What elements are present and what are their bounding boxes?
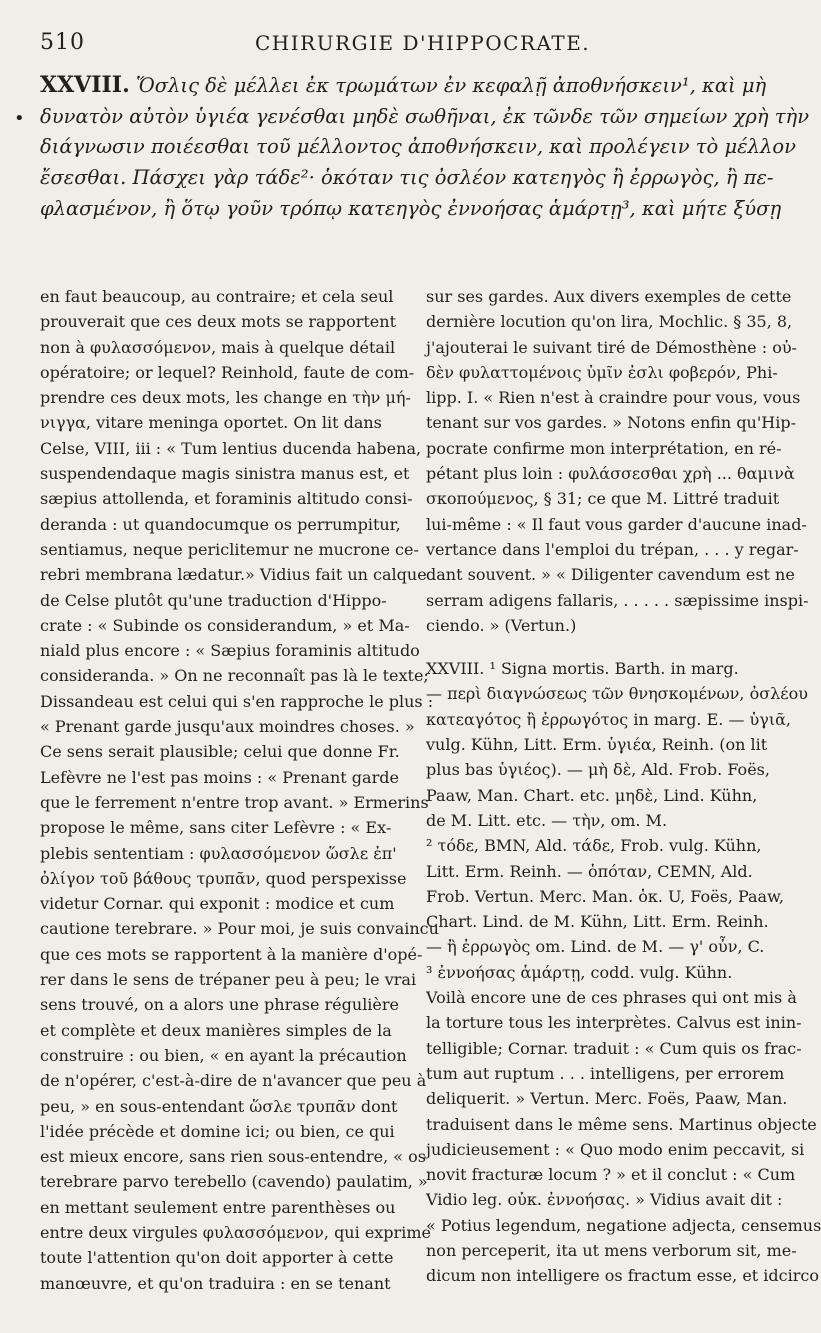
greek-line-text: Ὅσλις δὲ μέλλει ἐκ τρωμάτων ἐν κεφαλῇ ἀποθνήσκειν¹, καὶ μὴ xyxy=(135,74,767,97)
right-commentary-text xyxy=(426,284,809,638)
commentary-line: sur ses gardes. Aux divers exemples de cette xyxy=(426,287,792,306)
footnote-line: Litt. Erm. Reinh. — ὁπόταν, CEMN, Ald. xyxy=(426,861,753,881)
footnote-line: novit fracturæ locum ? » et il conclut : « Cum xyxy=(426,1165,796,1185)
commentary-line: videtur Cornar. qui exponit : modice et cum xyxy=(40,894,395,914)
left-commentary-column xyxy=(40,284,439,1296)
footnote-line: ³ ἐννοήσας ἁμάρτῃ, codd. vulg. Kühn. xyxy=(426,962,733,982)
commentary-line: tenant sur vos gardes. » Notons enfin qu'Hip- xyxy=(426,413,796,433)
footnote-line: « Potius legendum, negatione adjecta, censemus xyxy=(426,1215,821,1235)
commentary-line: de Celse plutôt qu'une traduction d'Hippo- xyxy=(40,590,387,610)
commentary-line: suspendendaque magis sinistra manus est, et xyxy=(40,464,410,484)
footnote-line: Vidio leg. οὐκ. ἐννοήσας. » Vidius avait dit : xyxy=(426,1190,783,1210)
footnote-line: la torture tous les interprètes. Calvus est inin- xyxy=(426,1013,802,1033)
commentary-line: Ce sens serait plausible; celui que donne Fr. xyxy=(40,742,400,762)
footnote-line: vulg. Kühn, Litt. Erm. ὑγιέα, Reinh. (on lit xyxy=(426,735,768,755)
commentary-line: plebis sententiam : φυλασσόμενον ὥσλε ἐπ' xyxy=(40,843,397,863)
commentary-line: niald plus encore : « Sæpius foraminis altitudo xyxy=(40,641,420,661)
commentary-line: non à φυλασσόμενον, mais à quelque détail xyxy=(40,337,396,357)
commentary-line: terebrare parvo terebello (cavendo) paulatim, » xyxy=(40,1172,428,1192)
footnote-line: tum aut ruptum . . . intelligens, per errorem xyxy=(426,1063,785,1083)
commentary-line: lipp. I. « Rien n'est à craindre pour vous, vous xyxy=(426,388,801,408)
greek-line xyxy=(40,70,770,102)
commentary-line: νιγγα, vitare meninga oportet. On lit dans xyxy=(40,413,382,433)
commentary-line: construire : ou bien, « en ayant la précaution xyxy=(40,1045,407,1065)
commentary-line: l'idée précède et domine ici; ou bien, ce qui xyxy=(40,1121,395,1141)
commentary-line: de n'opérer, c'est-à-dire de n'avancer que peu à xyxy=(40,1071,427,1091)
commentary-line: deranda : ut quandocumque os perrumpitur, xyxy=(40,514,401,534)
commentary-line: pocrate confirme mon interprétation, en ré- xyxy=(426,438,782,458)
commentary-line: « Prenant garde jusqu'aux moindres choses. » xyxy=(40,717,415,737)
commentary-line: sentiamus, neque periclitemur ne mucrone ce- xyxy=(40,539,419,559)
commentary-line: σκοπούμενος, § 31; ce que M. Littré traduit xyxy=(426,489,780,509)
footnote-line: XXVIII. ¹ Signa mortis. Barth. in marg. xyxy=(426,659,739,679)
footnote-line: ² τόδε, BMN, Ald. τάδε, Frob. vulg. Kühn, xyxy=(426,836,762,856)
commentary-line: consideranda. » On ne reconnaît pas là le texte; xyxy=(40,666,429,686)
commentary-line: sæpius attollenda, et foraminis altitudo consi- xyxy=(40,489,413,509)
commentary-line: ὀλίγον τοῦ βάθους τρυπᾶν, quod perspexisse xyxy=(40,868,407,888)
commentary-line: opératoire; or lequel? Reinhold, faute de com- xyxy=(40,362,415,382)
commentary-line: que le ferrement n'entre trop avant. » Ermerins xyxy=(40,792,429,812)
commentary-line: que ces mots se rapportent à la manière d'opé- xyxy=(40,944,423,964)
commentary-line: toute l'attention qu'on doit apporter à cette xyxy=(40,1248,394,1268)
page-number: 510 xyxy=(40,30,85,55)
footnote-line: Chart. Lind. de M. Kühn, Litt. Erm. Reinh. xyxy=(426,912,769,932)
commentary-line: vertance dans l'emploi du trépan, . . . y regar- xyxy=(426,539,799,559)
notes-gap xyxy=(426,638,766,656)
greek-line: δυνατὸν αὐτὸν ὑγιέα γενέσθαι μηδὲ σωθῆναι, ἐκ τῶνδε τῶν σημείων χρὴ τὴν xyxy=(40,104,810,128)
footnote-line: — ἢ ἐρρωγὸς om. Lind. de M. — γ' οὖν, C. xyxy=(426,937,765,957)
commentary-line: δὲν φυλαττομένοις ὑμῖν ἐσλι φοβερόν, Phi- xyxy=(426,362,778,382)
commentary-line: en faut beaucoup, au contraire; et cela seul xyxy=(40,287,394,306)
greek-line: διάγνωσιν ποιέεσθαι τοῦ μέλλοντος ἀποθνήσκειν, καὶ προλέγειν τὸ μέλλον xyxy=(40,135,796,159)
commentary-line: en mettant seulement entre parenthèses ou xyxy=(40,1197,396,1217)
footnote-line: dicum non intelligere os fractum esse, et idcirco xyxy=(426,1266,819,1286)
commentary-line: est mieux encore, sans rien sous-entendre, « os xyxy=(40,1147,426,1167)
commentary-line: Dissandeau est celui qui s'en rapproche le plus : xyxy=(40,691,434,711)
commentary-line: pétant plus loin : φυλάσσεσθαι χρὴ ... θαμινὰ xyxy=(426,464,795,484)
commentary-line: lui-même : « Il faut vous garder d'aucune inad- xyxy=(426,514,807,534)
commentary-line: serram adigens fallaris, . . . . . sæpissime inspi- xyxy=(426,590,809,610)
commentary-line: sens trouvé, on a alors une phrase régulière xyxy=(40,995,400,1015)
commentary-line: Lefèvre ne l'est pas moins : « Prenant garde xyxy=(40,767,399,787)
commentary-line: et complète et deux manières simples de la xyxy=(40,1020,392,1040)
section-number: XXVIII. xyxy=(40,72,130,98)
commentary-line: dant souvent. » « Diligenter cavendum est ne xyxy=(426,565,795,585)
greek-line: φλασμένον, ἢ ὅτῳ γοῦν τρόπῳ κατεηγὸς ἐννοήσας ἁμάρτῃ³, καὶ μήτε ξύσῃ xyxy=(40,196,782,220)
running-title: CHIRURGIE D'HIPPOCRATE. xyxy=(255,31,591,55)
commentary-line: crate : « Subinde os considerandum, » et Ma- xyxy=(40,615,410,635)
commentary-line: manœuvre, et qu'on traduira : en se tenant xyxy=(40,1273,391,1293)
footnote-line: Paaw, Man. Chart. etc. μηδὲ, Lind. Kühn, xyxy=(426,785,758,805)
commentary-line: Celse, VIII, iii : « Tum lentius ducenda habena, xyxy=(40,438,422,458)
commentary-line: prouverait que ces deux mots se rapportent xyxy=(40,312,396,332)
footnote-line: judicieusement : « Quo modo enim peccavit, si xyxy=(426,1139,805,1159)
margin-dot: • xyxy=(14,108,25,129)
commentary-line: j'ajouterai le suivant tiré de Démosthène : οὐ- xyxy=(426,337,797,357)
footnote-line: de M. Litt. etc. — τὴν, om. M. xyxy=(426,810,668,830)
commentary-line: rebri membrana lædatur.» Vidius fait un calque xyxy=(40,565,427,585)
commentary-line: ciendo. » (Vertun.) xyxy=(426,615,577,635)
footnote-line: non perceperit, ita ut mens verborum sit, me- xyxy=(426,1240,797,1260)
footnote-line: Voilà encore une de ces phrases qui ont mis à xyxy=(426,988,797,1008)
footnote-line: telligible; Cornar. traduit : « Cum quis os frac- xyxy=(426,1038,802,1058)
footnote-line: κατεαγότος ἢ ἐρρωγότος in marg. E. — ὑγιᾶ, xyxy=(426,709,791,729)
greek-text-block xyxy=(40,70,810,225)
commentary-line: cautione terebrare. » Pour moi, je suis convaincu xyxy=(40,919,439,939)
page-header xyxy=(40,30,770,60)
commentary-line: prendre ces deux mots, les change en τὴν μή- xyxy=(40,388,411,408)
right-commentary-column xyxy=(426,284,821,1289)
footnote-line: deliquerit. » Vertun. Merc. Foës, Paaw, Man. xyxy=(426,1089,788,1109)
commentary-line: rer dans le sens de trépaner peu à peu; le vrai xyxy=(40,970,417,990)
footnote-line: plus bas ὑγιέος). — μὴ δὲ, Ald. Frob. Foës, xyxy=(426,760,770,780)
commentary-line: propose le même, sans citer Lefèvre : « Ex- xyxy=(40,818,392,838)
commentary-line: dernière locution qu'on lira, Mochlic. § 35, 8, xyxy=(426,312,793,332)
commentary-line: peu, » en sous-entendant ὥσλε τρυπᾶν dont xyxy=(40,1096,398,1116)
greek-line: ἔσεσθαι. Πάσχει γὰρ τάδε²· ὁκόταν τις ὀσλέον κατεηγὸς ἢ ἐρρωγὸς, ἢ πε- xyxy=(40,166,774,190)
commentary-line: entre deux virgules φυλασσόμενον, qui exprime xyxy=(40,1222,431,1242)
footnote-line: — περὶ διαγνώσεως τῶν θνησκομένων, ὀσλέου xyxy=(426,684,808,704)
footnotes-block xyxy=(426,656,821,1288)
footnote-line: traduisent dans le même sens. Martinus objecte xyxy=(426,1114,817,1134)
footnote-line: Frob. Vertun. Merc. Man. ὁκ. U, Foës, Paaw, xyxy=(426,886,784,906)
